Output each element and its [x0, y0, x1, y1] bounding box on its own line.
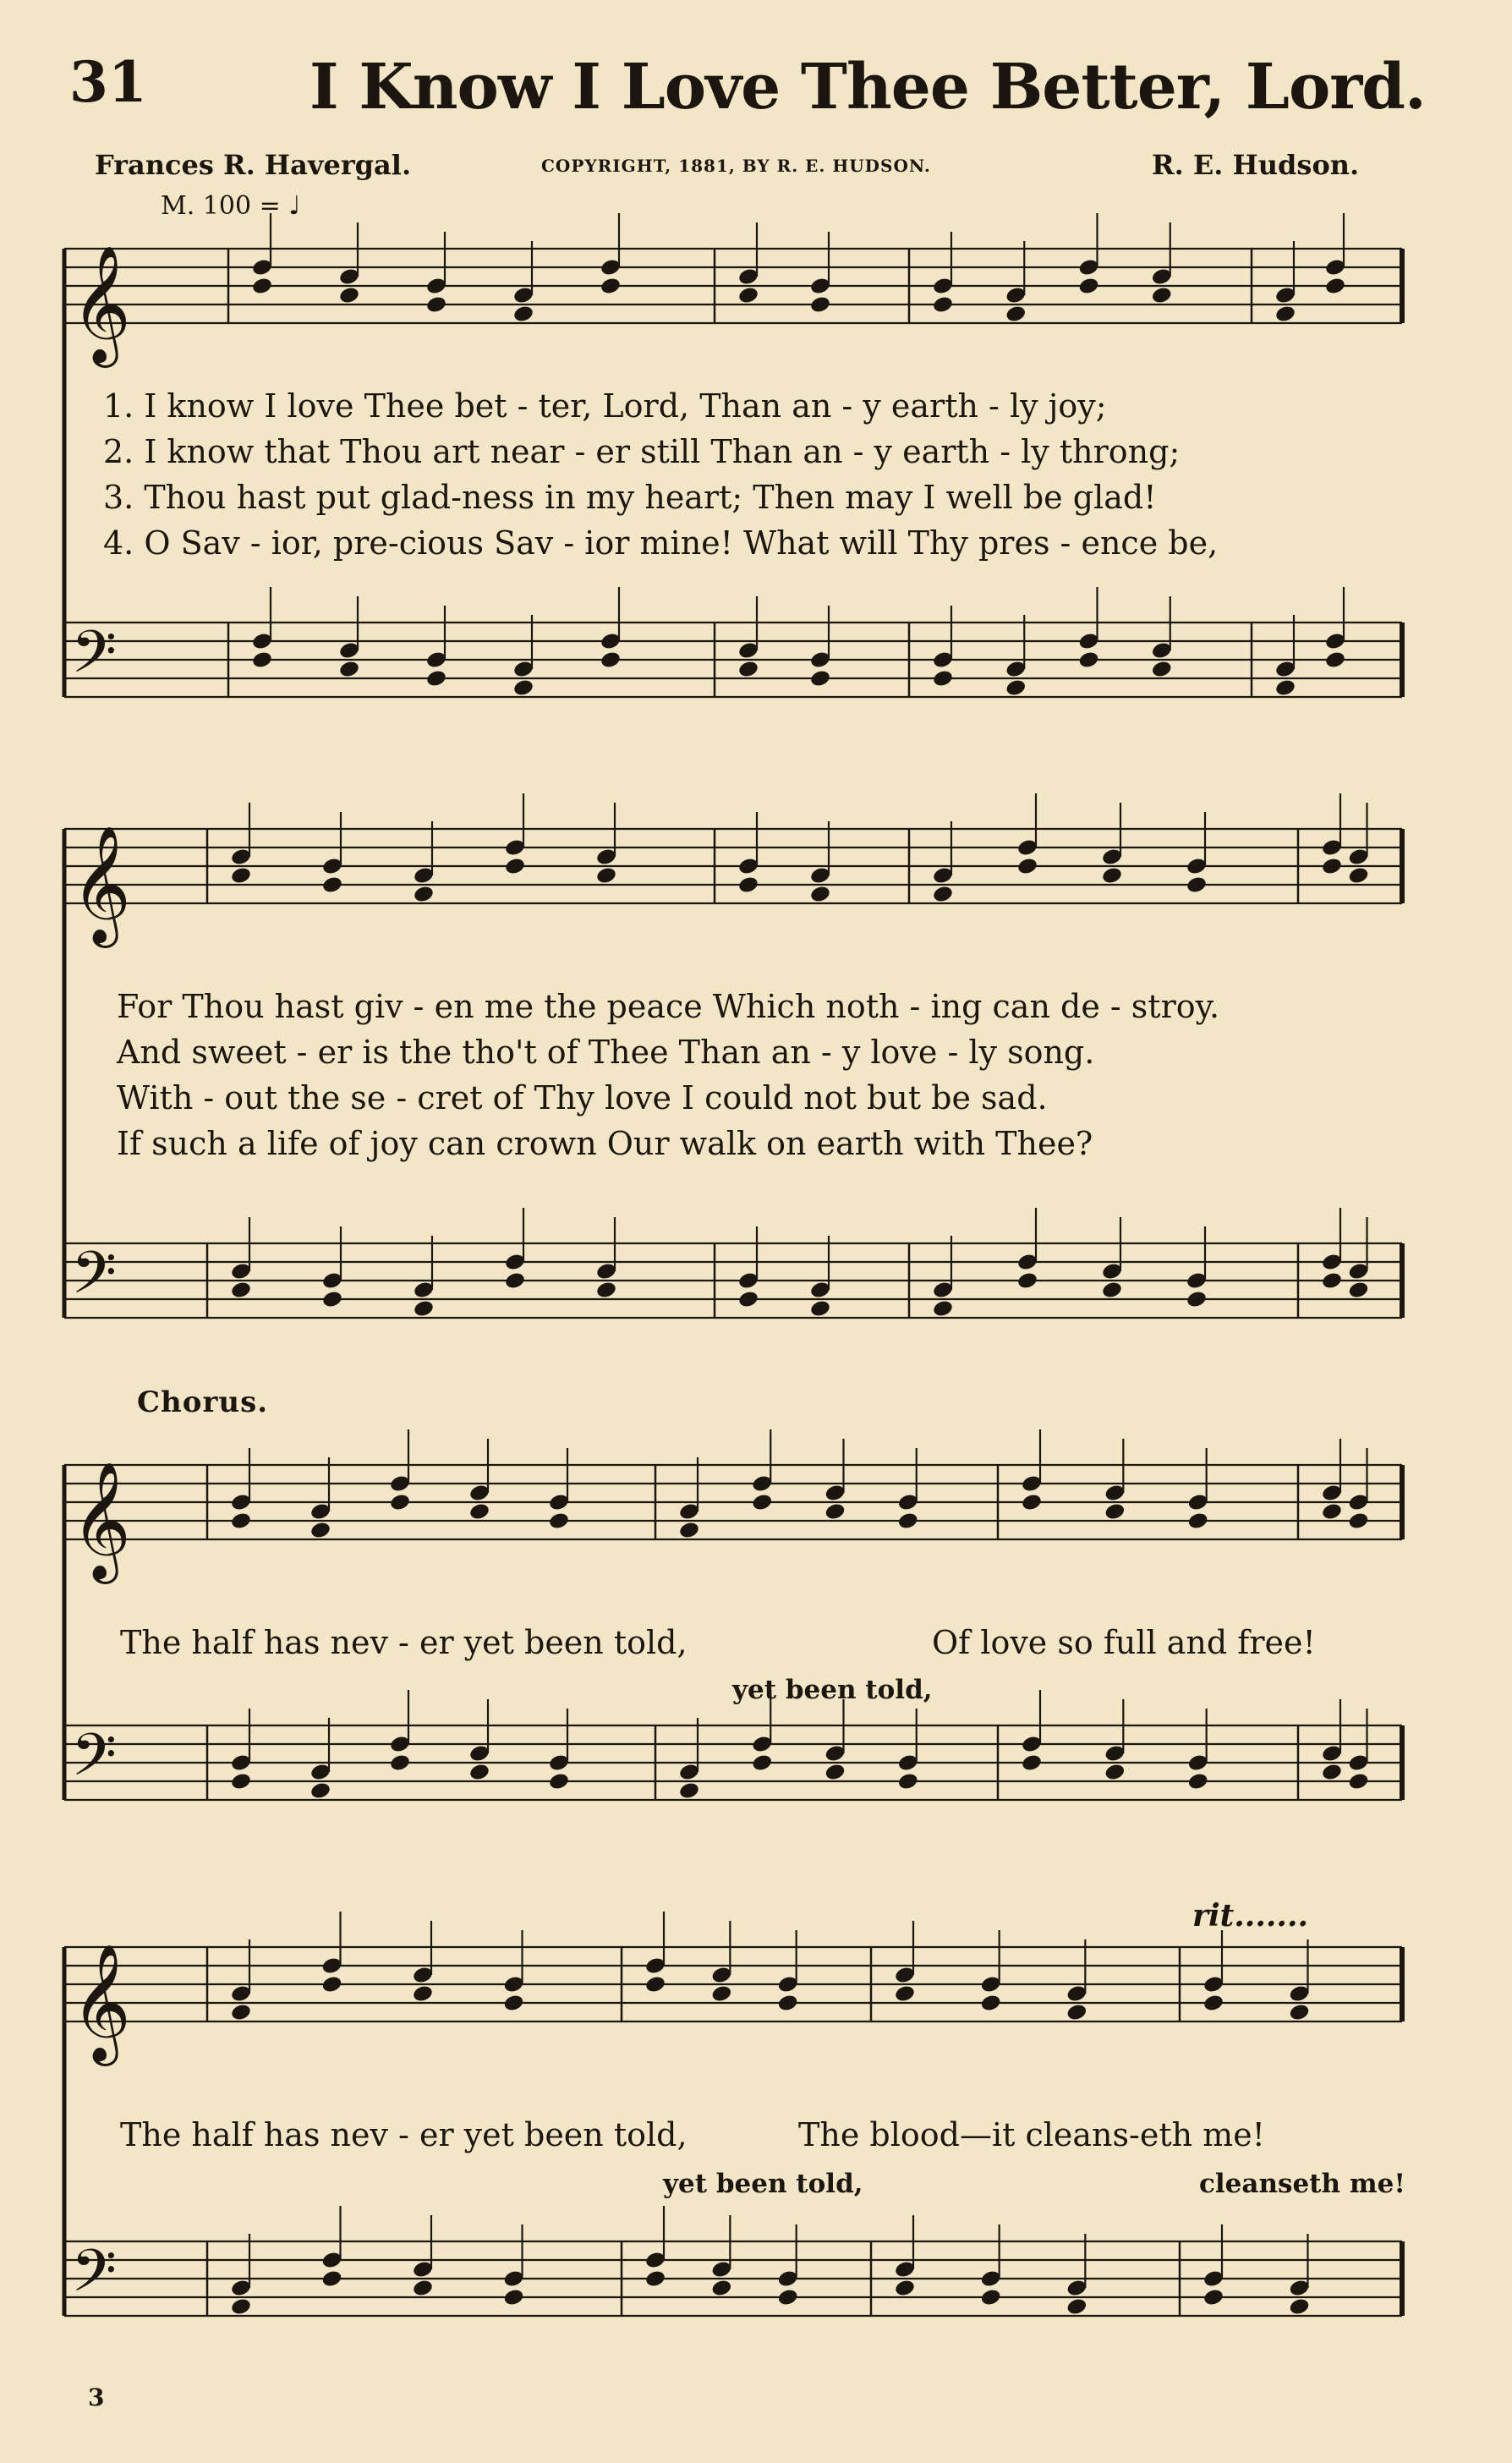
notehead — [1187, 1772, 1209, 1791]
notehead — [1151, 660, 1173, 679]
notehead — [1005, 304, 1027, 324]
notehead — [320, 1975, 342, 1994]
notehead — [1347, 1281, 1369, 1300]
chorus-echo-2: yet been told, — [663, 2169, 863, 2199]
notehead — [751, 1753, 773, 1773]
notehead — [468, 1502, 490, 1522]
notehead — [548, 1772, 570, 1791]
notehead — [600, 277, 622, 296]
verse-1-line-2: For Thou hast giv - en me the peace Which noth - ing can de - stroy. — [117, 988, 1220, 1025]
notehead — [1187, 1511, 1209, 1531]
verse-4-line-1: 4. O Sav - ior, pre-cious Sav - ior mine! What will Thy pres - ence be, — [103, 524, 1219, 562]
notehead — [504, 857, 526, 876]
notehead — [1101, 1281, 1123, 1300]
notehead — [824, 1502, 846, 1522]
notehead — [1021, 1493, 1043, 1512]
notehead — [809, 1299, 831, 1319]
notehead — [595, 1281, 617, 1300]
notehead — [824, 1763, 846, 1782]
notehead — [894, 2279, 916, 2298]
bass-clef-icon: 𝄢 — [71, 617, 118, 700]
notehead — [737, 286, 759, 305]
verse-3-line-2: With - out the se - cret of Thy love I could not but be sad. — [117, 1079, 1048, 1116]
chorus-echo-3: cleanseth me! — [1199, 2169, 1405, 2199]
composer-credit: R. E. Hudson. — [1152, 149, 1360, 181]
notehead — [644, 1975, 666, 1994]
notehead — [413, 885, 435, 904]
page-mark: 3 — [88, 2383, 105, 2411]
notehead — [338, 660, 360, 679]
notehead — [230, 1772, 252, 1791]
author-credit: Frances R. Havergal. — [95, 149, 412, 181]
notehead — [932, 669, 954, 688]
notehead — [548, 1511, 570, 1531]
notehead — [413, 1299, 435, 1319]
chorus-label: Chorus. — [137, 1385, 269, 1419]
notehead — [777, 2288, 799, 2307]
notehead — [512, 304, 534, 324]
notehead — [1005, 678, 1027, 698]
notehead — [932, 1299, 954, 1319]
notehead — [468, 1763, 490, 1782]
notehead — [321, 1290, 343, 1309]
notehead — [932, 295, 954, 315]
notehead — [230, 866, 252, 886]
copyright-notice: COPYRIGHT, 1881, BY R. E. HUDSON. — [541, 156, 931, 176]
notehead — [980, 2288, 1002, 2307]
notehead — [310, 1781, 331, 1801]
treble-clef-icon: 𝄞 — [71, 826, 131, 943]
verse-2-line-2: And sweet - er is the tho't of Thee Than an - y love - ly song. — [117, 1034, 1095, 1071]
notehead — [389, 1493, 411, 1512]
notehead — [230, 2003, 252, 2022]
notehead — [1347, 1511, 1369, 1531]
notehead — [1321, 1271, 1343, 1291]
notehead — [1324, 650, 1346, 670]
chorus-line-2: The half has nev - er yet been told, — [120, 2116, 688, 2153]
chorus-echo-1: yet been told, — [732, 1675, 933, 1705]
notehead — [1347, 1772, 1369, 1791]
notehead — [644, 2269, 666, 2289]
notehead — [1104, 1502, 1126, 1522]
notehead — [710, 2279, 732, 2298]
notehead — [251, 650, 273, 670]
tempo-marking: M. 100 = ♩ — [161, 191, 301, 221]
notehead — [320, 2269, 342, 2289]
notehead — [412, 2279, 434, 2298]
notehead — [1101, 866, 1123, 886]
notehead — [777, 1994, 799, 2013]
bass-clef-icon: 𝄢 — [71, 1720, 118, 1803]
notehead — [809, 885, 831, 904]
notehead — [512, 678, 534, 698]
notehead — [1324, 277, 1346, 296]
notehead — [502, 1994, 524, 2013]
notehead — [1066, 2003, 1087, 2022]
notehead — [230, 2297, 252, 2317]
notehead — [751, 1493, 773, 1512]
chorus-line-2b: The blood—it cleans-eth me! — [798, 2116, 1265, 2153]
verse-3-line-1: 3. Thou hast put glad-ness in my heart; Then may I well be glad! — [103, 479, 1157, 516]
bass-clef-icon: 𝄢 — [71, 1238, 118, 1321]
treble-clef-icon: 𝄞 — [71, 1462, 131, 1579]
notehead — [737, 1290, 759, 1309]
notehead — [251, 277, 273, 296]
notehead — [1321, 1763, 1343, 1782]
notehead — [678, 1521, 700, 1540]
verse-2-line-1: 2. I know that Thou art near - er still Than an - y earth - ly throng; — [103, 433, 1181, 470]
notehead — [310, 1521, 331, 1540]
notehead — [1186, 875, 1208, 895]
notehead — [338, 286, 360, 305]
notehead — [1347, 866, 1369, 886]
notehead — [710, 1984, 732, 2004]
notehead — [1021, 1753, 1043, 1773]
notehead — [1104, 1763, 1126, 1782]
notehead — [1077, 277, 1099, 296]
notehead — [980, 1994, 1002, 2013]
notehead — [737, 875, 759, 895]
notehead — [932, 885, 954, 904]
chorus-line-1b: Of love so full and free! — [932, 1624, 1316, 1661]
verse-1-line-1: 1. I know I love Thee bet - ter, Lord, Than an - y earth - ly joy; — [103, 387, 1107, 425]
notehead — [1321, 857, 1343, 876]
notehead — [230, 1281, 252, 1300]
notehead — [1274, 678, 1296, 698]
treble-clef-icon: 𝄞 — [71, 1944, 131, 2061]
notehead — [737, 660, 759, 679]
notehead — [1186, 1290, 1208, 1309]
notehead — [1288, 2003, 1310, 2022]
ritardando-marking: rit....... — [1192, 1898, 1309, 1934]
treble-clef-icon: 𝄞 — [71, 245, 131, 363]
notehead — [412, 1984, 434, 2004]
notehead — [1151, 286, 1173, 305]
hymn-title: I Know I Love Thee Better, Lord. — [310, 51, 1426, 123]
notehead — [595, 866, 617, 886]
notehead — [600, 650, 622, 670]
notehead — [897, 1511, 919, 1531]
notehead — [1077, 650, 1099, 670]
bass-clef-icon: 𝄢 — [71, 2236, 118, 2319]
notehead — [389, 1753, 411, 1773]
notehead — [809, 295, 831, 315]
notehead — [1321, 1502, 1343, 1522]
notehead — [1202, 1994, 1224, 2013]
chorus-line-1: The half has nev - er yet been told, — [120, 1624, 688, 1661]
notehead — [504, 1271, 526, 1291]
notehead — [809, 669, 831, 688]
notehead — [1066, 2297, 1087, 2317]
notehead — [502, 2288, 524, 2307]
notehead — [321, 875, 343, 895]
verse-4-line-2: If such a life of joy can crown Our walk on earth with Thee? — [117, 1125, 1093, 1162]
notehead — [1288, 2297, 1310, 2317]
notehead — [897, 1772, 919, 1791]
notehead — [1274, 304, 1296, 324]
notehead — [230, 1511, 252, 1531]
hymn-number: 31 — [69, 49, 147, 115]
notehead — [678, 1781, 700, 1801]
notehead — [425, 295, 447, 315]
notehead — [1016, 1271, 1038, 1291]
notehead — [894, 1984, 916, 2004]
notehead — [1202, 2288, 1224, 2307]
notehead — [425, 669, 447, 688]
notehead — [1016, 857, 1038, 876]
